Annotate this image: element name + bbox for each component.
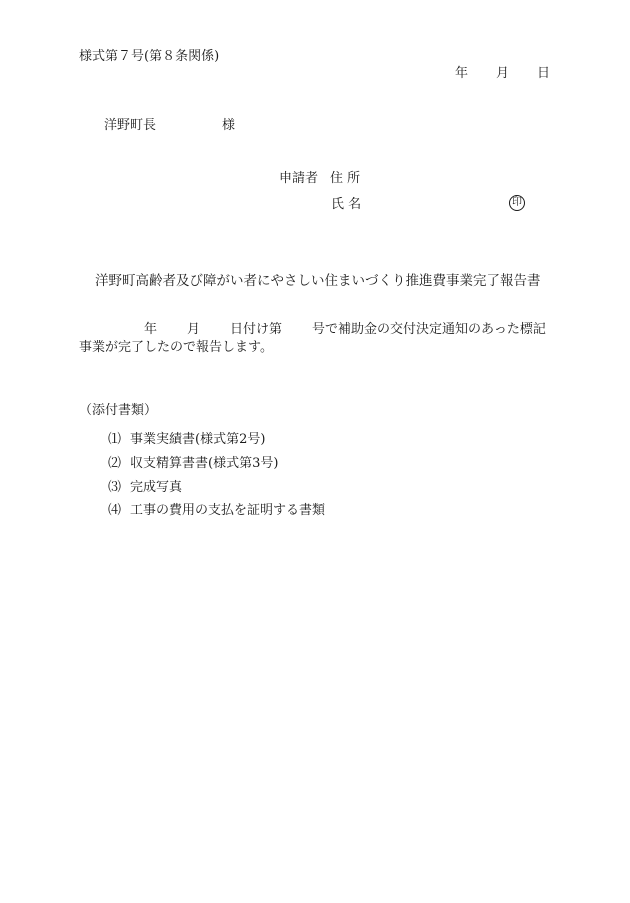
attachment-text: 完成写真: [130, 480, 183, 495]
attachment-number: ⑴: [108, 432, 122, 447]
attachment-text: 収支精算書書(様式第3号): [130, 456, 279, 471]
body-dated-number: 日付け第: [230, 322, 283, 337]
body-month: 月: [187, 322, 201, 337]
address-label: 住 所: [330, 171, 361, 186]
seal-mark: 印: [509, 195, 525, 211]
addressee: [104, 118, 235, 134]
attachment-item: [108, 456, 278, 472]
attachments-heading: （添付書類）: [79, 403, 158, 418]
body-notice-text: 号で補助金の交付決定通知のあった標記: [312, 322, 546, 337]
attachment-item: [108, 503, 325, 519]
attachment-text: 工事の費用の支払を証明する書類: [130, 503, 326, 518]
applicant-label: 申請者: [279, 171, 319, 186]
body-line-1: [79, 322, 549, 338]
attachment-item: [108, 432, 265, 448]
form-number: 様式第７号(第８条関係): [79, 49, 220, 64]
applicant-name-row: [331, 197, 361, 213]
attachment-number: ⑵: [108, 456, 122, 471]
body-year: 年: [144, 322, 158, 337]
date-month: 月: [495, 66, 509, 81]
body-line-2: 事業が完了したので報告します。: [79, 340, 273, 355]
attachment-item: [108, 480, 182, 496]
attachment-text: 事業実績書(様式第2号): [130, 432, 266, 447]
name-label: 氏 名: [331, 197, 362, 212]
document-title: 洋野町高齢者及び障がい者にやさしい住まいづくり推進費事業完了報告書: [95, 273, 541, 289]
attachment-number: ⑶: [108, 480, 122, 495]
attachment-number: ⑷: [108, 503, 122, 518]
date-line: [455, 66, 550, 82]
addressee-name: 洋野町長: [104, 118, 157, 133]
date-day: 日: [536, 66, 550, 81]
addressee-honorific: 様: [222, 118, 236, 133]
date-year: 年: [454, 66, 468, 81]
applicant-address-row: [279, 171, 360, 187]
